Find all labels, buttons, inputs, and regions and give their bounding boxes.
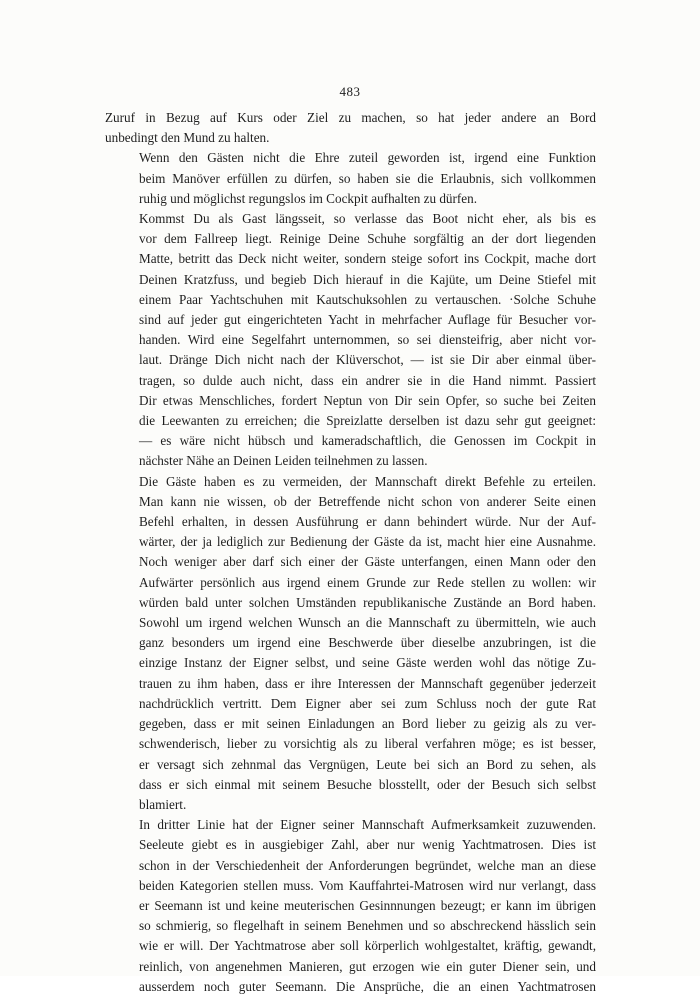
text-line: blamiert.: [139, 796, 187, 812]
text-line: Man kann nie wissen, ob der Betreffende nicht schon von anderer Seite einen: [139, 493, 596, 509]
text-line: sind auf jeder gut eingerichteten Yacht in mehrfacher Auflage für Besucher vor-: [139, 312, 596, 328]
text-line: Matte, betritt das Deck nicht weiter, sondern steige sofort ins Cockpit, mache dort: [139, 251, 596, 267]
text-line: ruhig und möglichst regungslos im Cockpit aufhalten zu dürfen.: [139, 190, 478, 206]
text-line: beim Manöver erfüllen zu dürfen, so haben sie die Erlaubnis, sich vollkommen: [139, 170, 596, 186]
text-line: wärter, der ja lediglich zur Bedienung der Gäste da ist, macht hier eine Ausnahme.: [139, 534, 596, 550]
text-line: einzige Instanz der Eigner selbst, und seine Gäste werden wohl das nötige Zu-: [139, 655, 596, 671]
text-line: — es wäre nicht hübsch und kameradschaftlich, die Genossen im Cockpit in: [139, 433, 596, 449]
text-line: Wenn den Gästen nicht die Ehre zuteil geworden ist, irgend eine Funktion: [139, 150, 596, 166]
text-line: Aufwärter persönlich aus irgend einem Grunde zur Rede stellen zu wollen: wir: [139, 574, 596, 590]
text-line: dass er sich einmal mit seinem Besuche blosstellt, oder der Besuch sich selbst: [139, 776, 596, 792]
text-line: er versagt sich zehnmal das Vergnügen, Leute bei sich an Bord zu sehen, als: [139, 756, 596, 772]
text-line: er Seemann ist und keine meuterischen Gesinnnungen bezeugt; er kann im übrigen: [139, 897, 596, 913]
paragraph: [105, 148, 596, 209]
text-line: ausserdem noch guter Seemann. Die Ansprüche, die an einen Yachtmatrosen: [139, 978, 596, 994]
text-line: Kommst Du als Gast längsseit, so verlasse das Boot nicht eher, als bis es: [139, 211, 596, 227]
text-line: laut. Dränge Dich nicht nach der Klüverschot, — ist sie Dir aber einmal über-: [139, 352, 596, 368]
text-line: Dir etwas Menschliches, fordert Neptun von Dir sein Opfer, so suche bei Zeiten: [139, 392, 596, 408]
text-line: ganz besonders um irgend eine Beschwerde über dieselbe anzubringen, ist die: [139, 635, 596, 651]
paragraph: [105, 209, 596, 472]
paragraph: [105, 108, 596, 148]
text-line: In dritter Linie hat der Eigner seiner Mannschaft Aufmerksamkeit zuzuwenden.: [139, 817, 596, 833]
text-line: so schmierig, so flegelhaft in seinem Benehmen und so abschreckend hässlich sein: [139, 918, 596, 934]
text-line: Zuruf in Bezug auf Kurs oder Ziel zu machen, so hat jeder andere an Bord: [105, 110, 596, 125]
text-line: Die Gäste haben es zu vermeiden, der Mannschaft direkt Befehle zu erteilen.: [139, 473, 596, 489]
paragraph: [105, 472, 596, 815]
text-line: Deinen Kratzfuss, und begieb Dich hierauf in die Kajüte, um Deine Stiefel mit: [139, 271, 596, 287]
text-line: wie er will. Der Yachtmatrose aber soll körperlich wohlgestaltet, kräftig, gewandt,: [139, 938, 596, 954]
text-line: einem Paar Yachtschuhen mit Kautschuksohlen zu vertauschen. ·Solche Schuhe: [139, 291, 596, 307]
text-line: schwenderisch, lieber zu vorsichtig als zu liberal verfahren möge; es ist besser,: [139, 736, 596, 752]
text-line: die Leewanten zu erreichen; die Spreizlatte derselben ist dazu sehr gut geeignet:: [139, 413, 596, 429]
text-line: würden bald unter solchen Umständen republikanische Zustände an Bord haben.: [139, 594, 596, 610]
text-line: reinlich, von angenehmen Manieren, gut erzogen wie ein guter Diener sein, und: [139, 958, 596, 974]
text-line: tragen, so dulde auch nicht, dass ein andrer sie in die Hand nimmt. Passiert: [139, 372, 596, 388]
text-line: schon in der Verschiedenheit der Anforderungen begründet, welche man an diese: [139, 857, 596, 873]
text-line: Noch weniger aber darf sich einer der Gäste unterfangen, einen Mann oder den: [139, 554, 596, 570]
text-line: nachdrücklich vertritt. Dem Eigner aber sei zum Schluss noch der gute Rat: [139, 695, 596, 711]
body-text: [105, 108, 596, 997]
text-line: beiden Kategorien stellen muss. Vom Kauffahrtei-Matrosen wird nur verlangt, dass: [139, 877, 596, 893]
page-number: 483: [339, 84, 361, 99]
text-line: nächster Nähe an Deinen Leiden teilnehmen zu lassen.: [139, 453, 428, 469]
text-line: vor dem Fallreep liegt. Reinige Deine Schuhe sorgfältig an der dort liegenden: [139, 231, 596, 247]
text-line: Befehl erhalten, in dessen Ausführung er dann behindert würde. Nur der Auf-: [139, 514, 596, 530]
paragraph: [105, 815, 596, 997]
text-line: Seeleute giebt es in ausgiebiger Zahl, aber nur wenig Yachtmatrosen. Dies ist: [139, 837, 596, 853]
text-line: handen. Wird eine Segelfahrt unternommen, so sei diensteifrig, aber nicht vor-: [139, 332, 596, 348]
text-line: Sowohl um irgend welchen Wunsch an die Mannschaft zu übermitteln, wie auch: [139, 615, 596, 631]
text-line: unbedingt den Mund zu halten.: [105, 130, 270, 146]
text-line: gegeben, dass er mit seinen Einladungen an Bord lieber zu geizig als zu ver-: [139, 716, 596, 732]
text-line: trauen zu ihm haben, dass er ihre Interessen der Mannschaft gegenüber jederzeit: [139, 675, 596, 691]
